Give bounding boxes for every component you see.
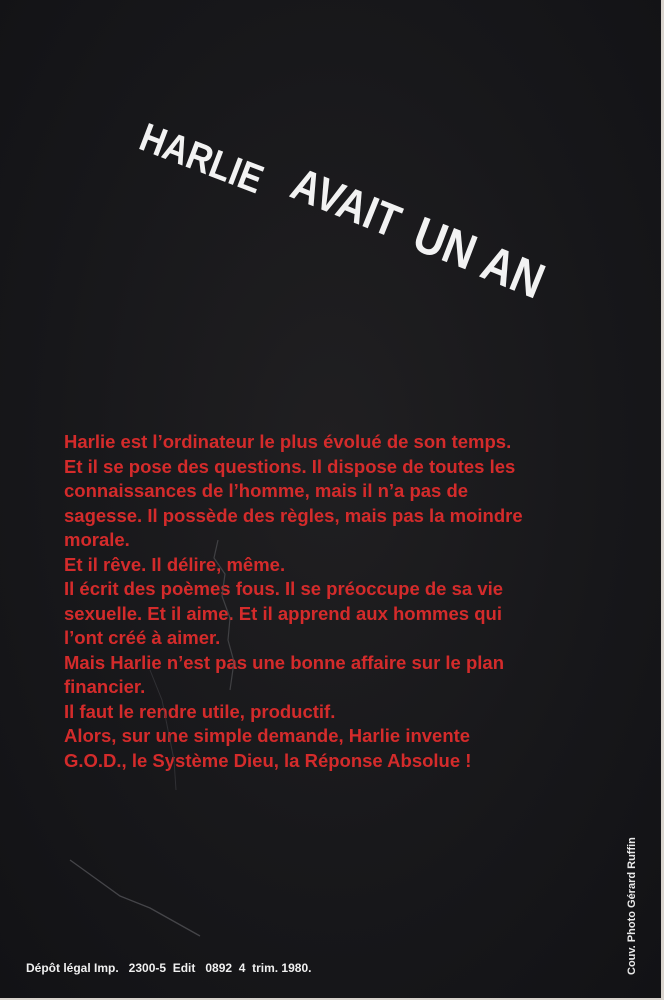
blurb-line: Il faut le rendre utile, productif. [64, 700, 336, 722]
blurb-line: l’ont créé à aimer. [64, 627, 221, 648]
blurb-line: G.O.D., le Système Dieu, la Réponse Absolue ! [64, 749, 472, 771]
book-title [0, 0, 664, 360]
title-word-an: AN [473, 234, 553, 310]
blurb-line: financier. [64, 676, 146, 697]
blurb-line: Alors, sur une simple demande, Harlie invente [64, 725, 471, 746]
blurb-line: Harlie est l’ordinateur le plus évolué de son temps. [64, 431, 512, 452]
blurb-line: Et il se pose des questions. Il dispose de toutes les [64, 455, 516, 477]
blurb-line: connaissances de l’homme, mais il n’a pas de [64, 480, 469, 501]
blurb-line: morale. [64, 529, 130, 550]
legal-deposit: Dépôt légal Imp. 2300-5 Edit 0892 4 trim. 1980. [26, 961, 312, 975]
blurb-line: Il écrit des poèmes fous. Il se préoccupe de sa vie [64, 578, 504, 599]
title-word-avait: AVAIT [283, 158, 408, 249]
title-word-harlie: HARLIE [133, 113, 270, 202]
blurb-line: sexuelle. Et il aime. Et il apprend aux hommes qui [64, 602, 502, 624]
blurb-text [64, 430, 624, 773]
title-word-un: UN [406, 205, 485, 281]
blurb-line: Et il rêve. Il délire, même. [64, 553, 286, 575]
blurb-line: Mais Harlie n’est pas une bonne affaire sur le plan [64, 651, 505, 673]
photo-credit: Couv. Photo Gérard Ruffin [626, 837, 638, 975]
blurb-line: sagesse. Il possède des règles, mais pas la moindre [64, 504, 523, 526]
